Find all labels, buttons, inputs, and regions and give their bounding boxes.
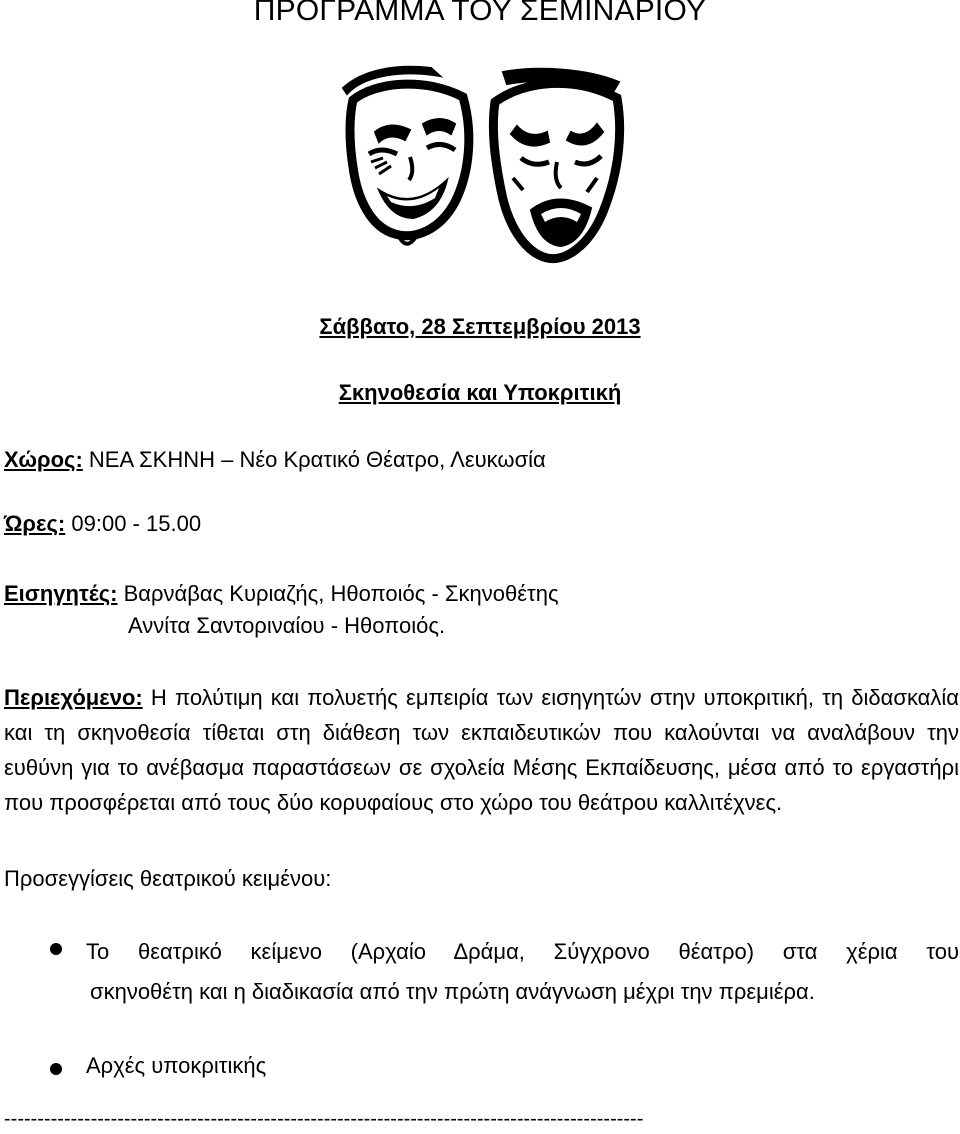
hours-value: 09:00 - 15.00	[71, 511, 202, 536]
content-paragraph	[4, 680, 959, 820]
speakers-label: Εισηγητές:	[4, 581, 118, 606]
venue-label: Χώρος:	[4, 447, 83, 472]
hours-label: Ώρες:	[4, 511, 66, 536]
approaches-heading: Προσεγγίσεις θεατρικού κειμένου:	[4, 866, 332, 891]
comedy-mask	[343, 67, 469, 244]
tragedy-mask	[493, 69, 619, 259]
seminar-date: Σάββατο, 28 Σεπτεμβρίου 2013	[319, 314, 641, 339]
venue-row	[4, 447, 546, 473]
speakers-row	[4, 581, 559, 607]
speaker-second: Αννίτα Σαντοριναίου - Ηθοποιός.	[128, 613, 446, 638]
content-label: Περιεχόμενο:	[4, 685, 143, 710]
list-item-line: Το θεατρικό κείμενο (Αρχαίο Δράμα, Σύγχρονο θέατρο) στα χέρια του	[86, 939, 959, 964]
list-item	[86, 932, 959, 1012]
speaker-first: Βαρνάβας Κυριαζής, Ηθοποιός - Σκηνοθέτης	[123, 581, 559, 606]
venue-value: ΝΕΑ ΣΚΗΝΗ – Νέο Κρατικό Θέατρο, Λευκωσία	[88, 447, 546, 472]
theatre-masks-icon	[335, 62, 630, 272]
bullet-dot-icon	[50, 943, 62, 955]
hours-row	[4, 511, 201, 537]
seminar-subject: Σκηνοθεσία και Υποκριτική	[338, 380, 622, 405]
content-text: Η πολύτιμη και πολυετής εμπειρία των εισηγητών στην υποκριτική, τη διδασκαλία και τη σκηνοθεσία τίθεται στη διάθεση των εκπαιδευτικών που καλούνται να αναλάβουν την ευθύνη για το ανέβασμα παραστάσεων σε σχολεία Μέσης Εκπαίδευσης, μέσα από το εργαστήρι που προσφέρεται από τους δύο κορυφαίους στο χώρο του θεάτρου καλλιτέχνες.	[4, 685, 959, 815]
list-item-line: σκηνοθέτη και η διαδικασία από την πρώτη ανάγνωση μέχρι την πρεμιέρα.	[90, 979, 815, 1004]
bullet-dot-icon	[50, 1063, 62, 1075]
page-title: ΠΡΟΓΡΑΜΜΑ ΤΟΥ ΣΕΜΙΝΑΡΙΟΥ	[253, 0, 707, 27]
separator-line: ------------------------------------------------------------------------------------------------	[4, 1108, 644, 1130]
list-item: Αρχές υποκριτικής	[86, 1053, 267, 1078]
